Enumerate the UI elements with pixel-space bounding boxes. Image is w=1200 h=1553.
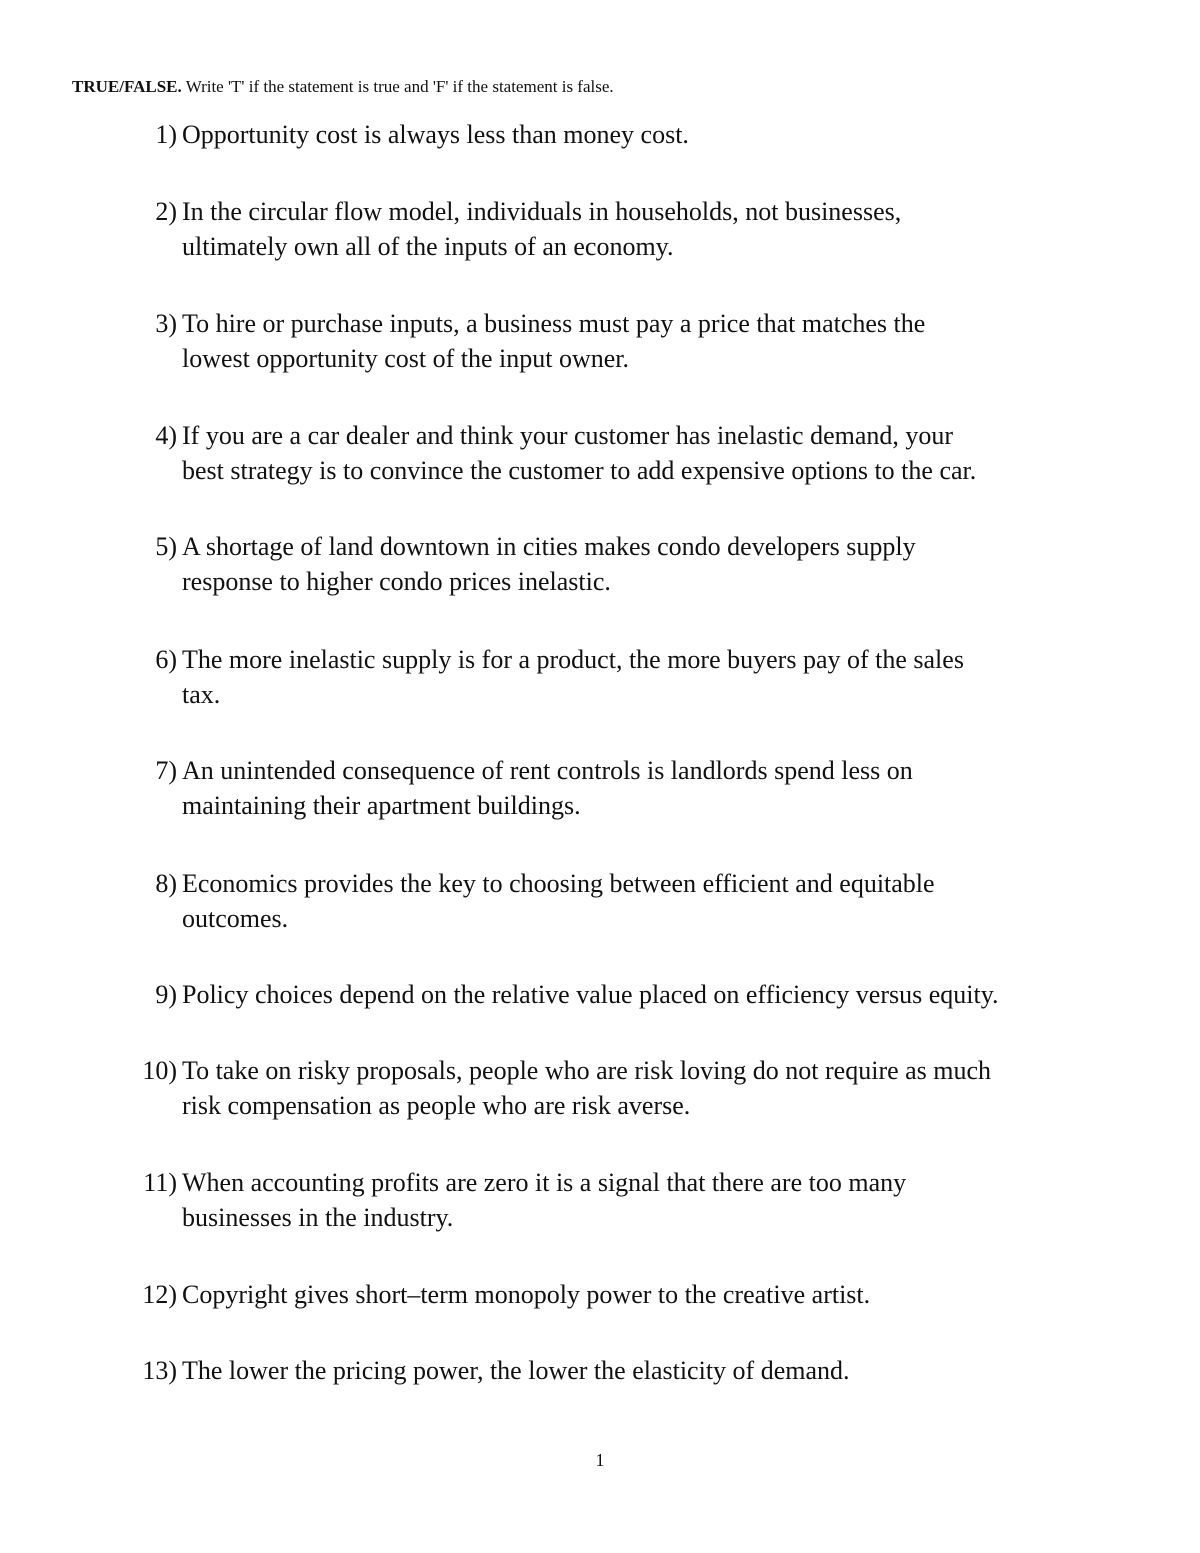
instructions-lead: TRUE/FALSE.: [72, 77, 182, 96]
question-text: In the circular flow model, individuals in households, not businesses, ultimately own all of the inputs of an economy.: [182, 197, 902, 261]
question-number: 5): [155, 532, 177, 561]
instructions: [72, 76, 614, 98]
question-number: 7): [155, 756, 177, 785]
instructions-text: Write 'T' if the statement is true and 'F' if the statement is false.: [185, 77, 614, 96]
question-text: An unintended consequence of rent controls is landlords spend less on maintaining their apartment buildings.: [182, 756, 913, 820]
question-text: Economics provides the key to choosing between efficient and equitable outcomes.: [182, 869, 935, 933]
question-number: 11): [143, 1168, 177, 1197]
question-text: To take on risky proposals, people who are risk loving do not require as much risk compensation as people who are risk averse.: [182, 1056, 992, 1120]
question-text: The lower the pricing power, the lower the elasticity of demand.: [182, 1356, 850, 1385]
question-text: Policy choices depend on the relative value placed on efficiency versus equity.: [182, 980, 999, 1009]
question-text: When accounting profits are zero it is a signal that there are too many businesses in the industry.: [182, 1168, 907, 1232]
question-number: 8): [155, 869, 177, 898]
question-number: 10): [142, 1056, 177, 1085]
question-text: If you are a car dealer and think your customer has inelastic demand, your best strategy is to convince the customer to add expensive options to the car.: [182, 421, 977, 485]
question-number: 1): [155, 120, 177, 149]
question-number: 9): [155, 980, 177, 1009]
question-number: 12): [142, 1280, 177, 1309]
question-text: A shortage of land downtown in cities makes condo developers supply response to higher condo prices inelastic.: [182, 532, 916, 596]
question-text: To hire or purchase inputs, a business must pay a price that matches the lowest opportunity cost of the input owner.: [182, 309, 926, 373]
question-text: Opportunity cost is always less than money cost.: [182, 120, 689, 149]
page-number: 1: [595, 1450, 605, 1470]
question-text: The more inelastic supply is for a product, the more buyers pay of the sales tax.: [182, 645, 964, 709]
question-number: 3): [155, 309, 177, 338]
question-number: 2): [155, 197, 177, 226]
question-number: 13): [142, 1356, 177, 1385]
question-number: 6): [155, 645, 177, 674]
question-text: Copyright gives short–term monopoly power to the creative artist.: [182, 1280, 871, 1309]
question-number: 4): [155, 421, 177, 450]
